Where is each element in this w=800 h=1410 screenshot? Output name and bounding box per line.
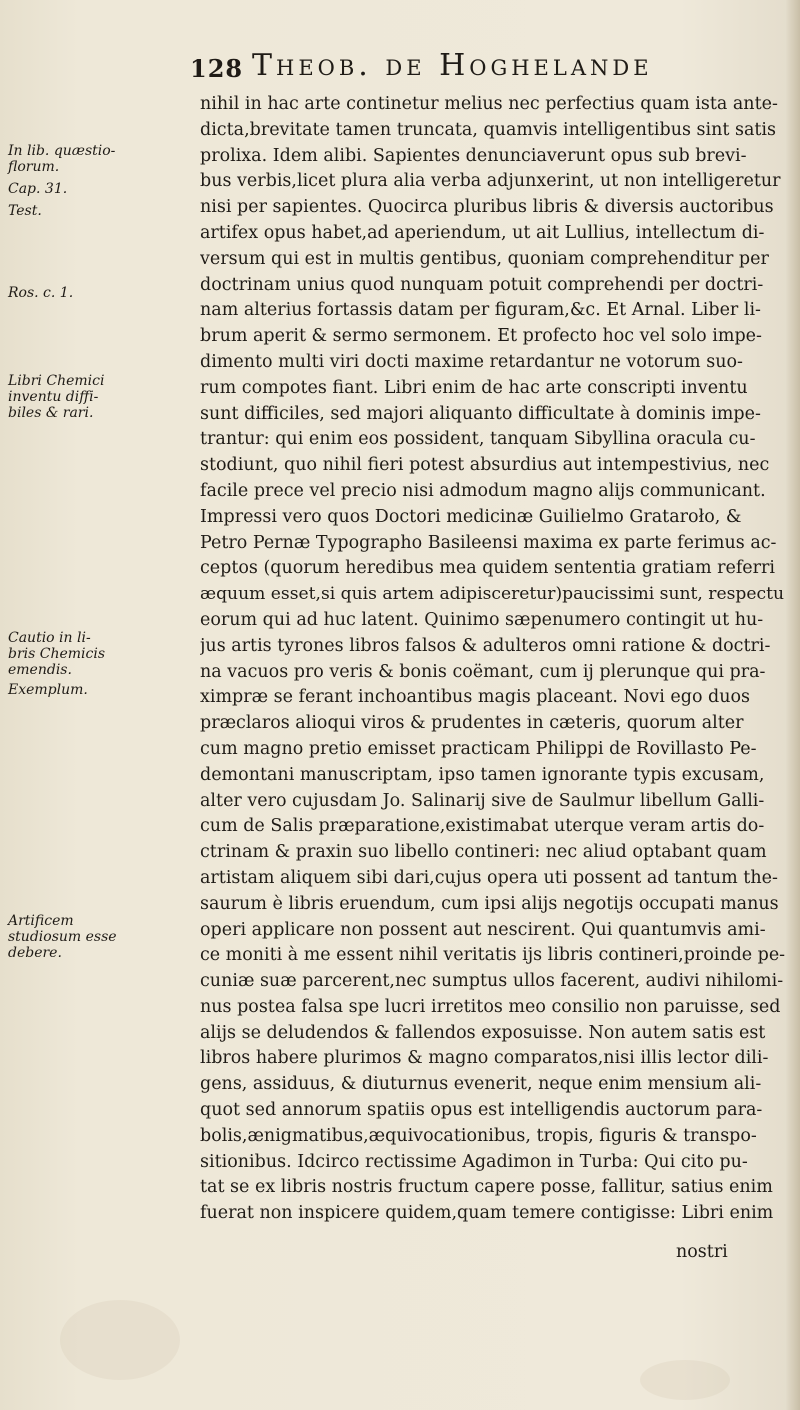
marginal-note-ros bbox=[8, 285, 123, 301]
marginal-line: Ros. c. 1. bbox=[8, 285, 74, 301]
text-line: alter vero cujusdam Jo. Salinarij sive de Saulmur libellum Galli- bbox=[200, 790, 765, 811]
marginal-note-test bbox=[8, 203, 123, 219]
text-line: Petro Pernæ Typographo Basileensi maxima ex parte ferimus ac- bbox=[200, 532, 777, 553]
marginal-line: emendis. bbox=[8, 662, 72, 678]
text-line: saurum è libris eruendum, cum ipsi alijs negotijs occupati manus bbox=[200, 893, 779, 914]
marginal-note-libri bbox=[8, 373, 123, 421]
text-line: artifex opus habet,ad aperiendum, ut ait Lullius, intellectum di- bbox=[200, 222, 765, 243]
marginal-line: In lib. quæstio- bbox=[8, 143, 116, 159]
marginal-line: Cap. 31. bbox=[8, 181, 68, 197]
text-line: dicta,brevitate tamen truncata, quamvis intelligentibus sint satis bbox=[200, 119, 776, 140]
text-line: doctrinam unius quod nunquam potuit comprehendi per doctri- bbox=[200, 274, 764, 295]
marginal-line: florum. bbox=[8, 159, 60, 175]
text-line: dimento multi viri docti maxime retardantur ne votorum suo- bbox=[200, 351, 743, 372]
marginal-line: Libri Chemici bbox=[8, 373, 105, 389]
text-line: quot sed annorum spatiis opus est intelligendis auctorum para- bbox=[200, 1100, 763, 1121]
marginal-line: studiosum esse bbox=[8, 929, 117, 945]
marginal-line: biles & rari. bbox=[8, 405, 94, 421]
main-text-block bbox=[200, 92, 785, 1227]
marginal-line: inventu diffi- bbox=[8, 389, 99, 405]
text-line: trantur: qui enim eos possident, tanquam Sibyllina oracula cu- bbox=[200, 429, 756, 450]
text-line: ximpræ se ferant inchoantibus magis placeant. Novi ego duos bbox=[200, 687, 751, 708]
text-line: ceptos (quorum heredibus mea quidem sententia gratiam referri bbox=[200, 558, 775, 579]
text-line: nisi per sapientes. Quocirca pluribus libris & diversis auctoribus bbox=[200, 197, 774, 218]
marginal-line: Cautio in li- bbox=[8, 630, 91, 646]
text-line: sitionibus. Idcirco rectissime Agadimon in Turba: Qui cito pu- bbox=[200, 1151, 748, 1172]
text-line: jus artis tyrones libros falsos & adulteros omni ratione & doctri- bbox=[200, 635, 771, 656]
text-line: ce moniti à me essent nihil veritatis ijs libris contineri,proinde pe- bbox=[200, 945, 785, 966]
text-line: versum qui est in multis gentibus, quoniam comprehenditur per bbox=[200, 248, 769, 269]
marginal-note-exemplum bbox=[8, 682, 123, 698]
text-line: artistam aliquem sibi dari,cujus opera uti possent ad tantum the- bbox=[200, 867, 778, 888]
text-line: stodiunt, quo nihil fieri potest absurdius aut intempestivius, nec bbox=[200, 455, 770, 476]
text-line: nus postea falsa spe lucri irretitos meo consilio non paruisse, sed bbox=[200, 996, 781, 1017]
text-line: fuerat non inspicere quidem,quam temere contigisse: Libri enim bbox=[200, 1203, 774, 1224]
running-head: Theob. de Hoghelande bbox=[252, 48, 653, 83]
marginal-line: Exemplum. bbox=[8, 682, 88, 698]
text-line: cum de Salis præparatione,existimabat uterque veram artis do- bbox=[200, 816, 765, 837]
page-number: 128 bbox=[190, 54, 244, 83]
text-line: nam alterius fortassis datam per figuram,&c. Et Arnal. Liber li- bbox=[200, 300, 761, 321]
text-line: præclaros alioqui viros & prudentes in cæteris, quorum alter bbox=[200, 713, 744, 734]
marginal-line: Artificem bbox=[8, 913, 74, 929]
text-line: bus verbis,licet plura alia verba adjunxerint, ut non intelligeretur bbox=[200, 171, 781, 192]
text-line: operi applicare non possent aut nescirent. Qui quantumvis ami- bbox=[200, 919, 766, 940]
text-line: Impressi vero quos Doctori medicinæ Guilielmo Grataroło, & bbox=[200, 506, 742, 527]
text-line: eorum qui ad huc latent. Quinimo sæpenumero contingit ut hu- bbox=[200, 609, 764, 630]
text-line: rum compotes fiant. Libri enim de hac arte conscripti inventu bbox=[200, 377, 748, 398]
text-line: gens, assiduus, & diuturnus evenerit, neque enim mensium ali- bbox=[200, 1074, 762, 1095]
text-line: nihil in hac arte continetur melius nec perfectius quam ista ante- bbox=[200, 94, 778, 114]
marginal-line: bris Chemicis bbox=[8, 646, 106, 662]
text-line: æquum esset,si quis artem adipisceretur)paucissimi sunt, respectu bbox=[200, 584, 784, 605]
text-line: cum magno pretio emisset practicam Philippi de Rovillasto Pe- bbox=[200, 738, 757, 759]
text-line: bolis,ænigmatibus,æquivocationibus, tropis, figuris & transpo- bbox=[200, 1125, 757, 1146]
marginal-line: Test. bbox=[8, 203, 42, 219]
marginal-note-cautio bbox=[8, 630, 123, 678]
paper-stain bbox=[640, 1360, 730, 1400]
catchword: nostri bbox=[676, 1242, 728, 1262]
marginal-note-cap bbox=[8, 181, 123, 197]
text-line: alijs se deludendos & fallendos exposuisse. Non autem satis est bbox=[200, 1022, 766, 1043]
marginal-note-lib bbox=[8, 143, 123, 175]
marginal-line: debere. bbox=[8, 945, 62, 961]
text-line: tat se ex libris nostris fructum capere posse, fallitur, satius enim bbox=[200, 1177, 773, 1198]
paper-stain bbox=[60, 1300, 180, 1380]
text-line: cuniæ suæ parcerent,nec sumptus ullos facerent, audivi nihilomi- bbox=[200, 971, 784, 992]
page-edge-shadow bbox=[786, 0, 800, 1410]
text-line: na vacuos pro veris & bonis coëmant, cum ij plerunque qui pra- bbox=[200, 661, 766, 682]
text-line: ctrinam & praxin suo libello contineri: nec aliud optabant quam bbox=[200, 842, 767, 863]
text-line: prolixa. Idem alibi. Sapientes denunciaverunt opus sub brevi- bbox=[200, 145, 747, 166]
page-header bbox=[190, 48, 750, 88]
text-line: brum aperit & sermo sermonem. Et profecto hoc vel solo impe- bbox=[200, 326, 762, 347]
text-line: demontani manuscriptam, ipso tamen ignorante typis excusam, bbox=[200, 764, 765, 785]
marginal-note-artificem bbox=[8, 913, 123, 961]
text-line: libros habere plurimos & magno comparatos,nisi illis lector dili- bbox=[200, 1048, 769, 1069]
text-line: sunt difficiles, sed majori aliquanto difficultate à dominis impe- bbox=[200, 403, 761, 424]
text-line: facile prece vel precio nisi admodum magno alijs communicant. bbox=[200, 480, 766, 501]
